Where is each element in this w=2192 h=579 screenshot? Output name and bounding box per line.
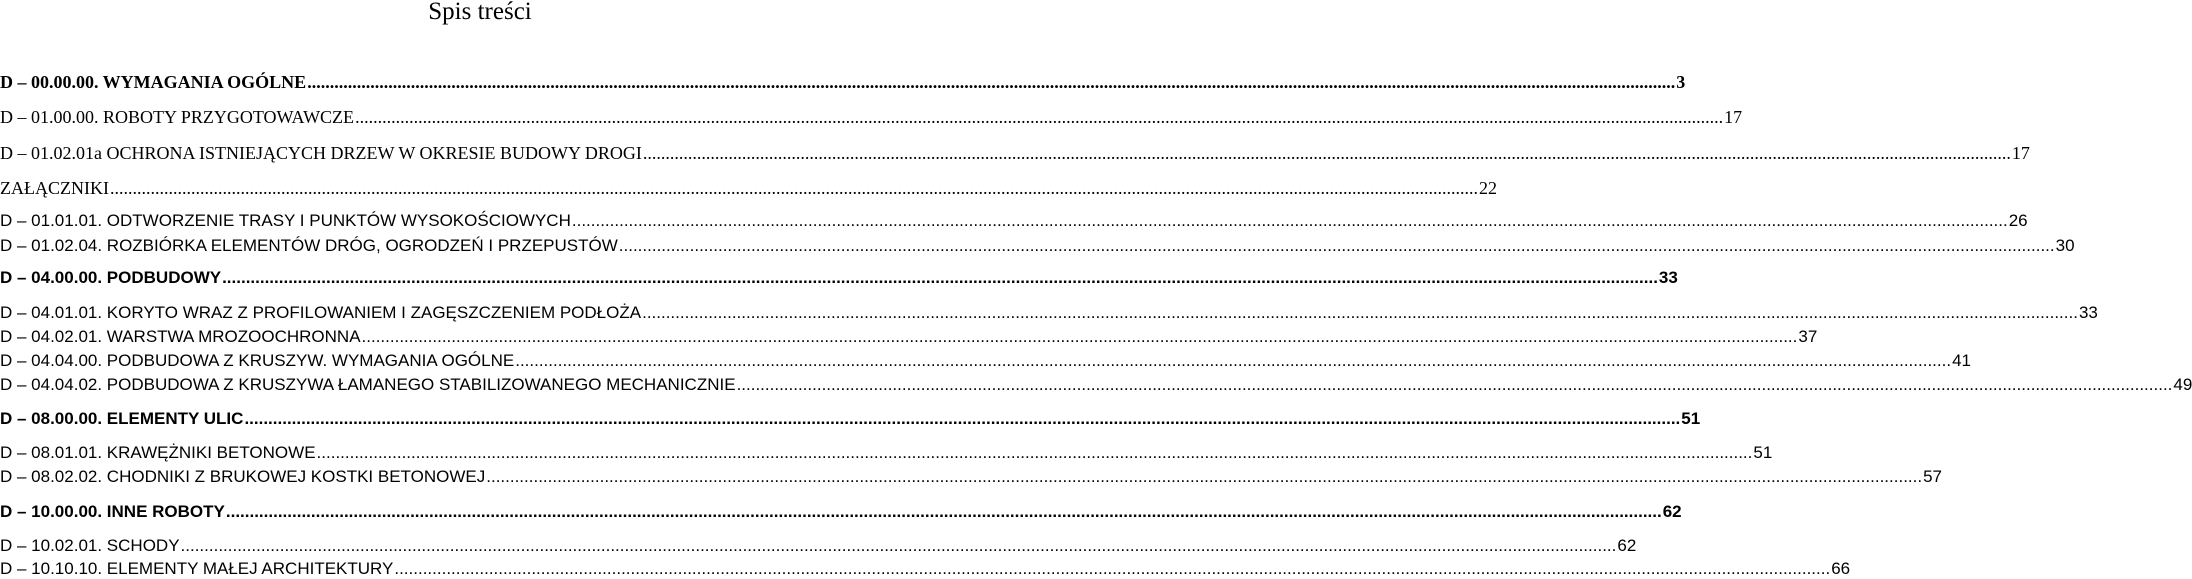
toc-entry-page: 33	[1658, 268, 1678, 287]
dot-leader	[619, 236, 2055, 256]
toc-entry-page: 17	[2011, 143, 2030, 163]
toc-entry-d-00[interactable]	[0, 72, 1686, 94]
toc-entry-title: D – 04.00.00. PODBUDOWY	[0, 268, 222, 287]
toc-entry-page: 57	[1923, 467, 1943, 486]
toc-entry-title: D – 08.00.00. ELEMENTY ULIC	[0, 409, 244, 428]
dot-leader	[307, 72, 1675, 93]
toc-entry-d-01-01-01[interactable]	[0, 211, 2028, 233]
toc-entry-title: D – 04.04.02. PODBUDOWA Z KRUSZYWA ŁAMANEGO STABILIZOWANEGO MECHANICZNIE	[0, 375, 736, 394]
dot-leader	[110, 178, 1478, 199]
dot-leader	[737, 375, 2173, 395]
toc-entry-d-04-04-00[interactable]	[0, 351, 1971, 373]
dot-leader	[181, 536, 1617, 556]
toc-entry-d-01-02-04[interactable]	[0, 236, 2075, 258]
toc-entry-title: D – 04.02.01. WARSTWA MROZOOCHRONNA	[0, 327, 361, 346]
toc-entry-page: 66	[1831, 559, 1851, 578]
dot-leader	[515, 351, 1951, 371]
dot-leader	[222, 268, 1658, 288]
toc-entry-d-04-02-01[interactable]	[0, 327, 1818, 349]
toc-entry-page: 26	[2008, 211, 2028, 230]
toc-entry-page: 37	[1798, 327, 1818, 346]
toc-entry-page: 49	[2173, 375, 2192, 394]
page-title: Spis treści	[428, 0, 532, 25]
toc-entry-page: 51	[1753, 443, 1773, 462]
toc-entry-title: D – 04.04.00. PODBUDOWA Z KRUSZYW. WYMAGANIA OGÓLNE	[0, 351, 515, 370]
toc-entry-d-10[interactable]	[0, 502, 1682, 524]
dot-leader	[642, 303, 2078, 323]
toc-entry-d-04-04-02[interactable]	[0, 375, 2192, 397]
toc-entry-title: D – 08.01.01. KRAWĘŻNIKI BETONOWE	[0, 443, 316, 462]
toc-entry-d-08-02-02[interactable]	[0, 467, 1943, 489]
dot-leader	[394, 559, 1830, 579]
dot-leader	[226, 502, 1662, 522]
toc-entry-d-10-02-01[interactable]	[0, 536, 1637, 558]
toc-entry-d-04[interactable]	[0, 268, 1678, 290]
toc-entry-title: D – 04.01.01. KORYTO WRAZ Z PROFILOWANIEM I ZAGĘSZCZENIEM PODŁOŻA	[0, 303, 642, 322]
toc-entry-title: D – 10.02.01. SCHODY	[0, 536, 180, 555]
dot-leader	[362, 327, 1798, 347]
toc-entry-page: 62	[1662, 502, 1682, 521]
toc-entry-d-08[interactable]	[0, 409, 1701, 431]
toc-entry-title: D – 10.00.00. INNE ROBOTY	[0, 502, 225, 521]
toc-entry-d-01-02-01a[interactable]	[0, 143, 2030, 165]
toc-entry-page: 22	[1478, 178, 1497, 198]
dot-leader	[355, 107, 1723, 128]
toc-entry-page: 41	[1952, 351, 1971, 370]
toc-entry-title: D – 01.02.04. ROZBIÓRKA ELEMENTÓW DRÓG, OGRODZEŃ I PRZEPUSTÓW	[0, 236, 618, 255]
toc-entry-title: D – 01.01.01. ODTWORZENIE TRASY I PUNKTÓW WYSOKOŚCIOWYCH	[0, 211, 571, 230]
toc-entry-title: D – 01.02.01a OCHRONA ISTNIEJĄCYCH DRZEW W OKRESIE BUDOWY DROGI	[0, 143, 642, 163]
toc-entry-page: 17	[1724, 107, 1743, 127]
dot-leader	[486, 467, 1922, 487]
dot-leader	[643, 143, 2011, 164]
toc-entry-page: 51	[1681, 409, 1701, 428]
toc-entry-page: 3	[1676, 72, 1686, 92]
toc-entry-page: 62	[1617, 536, 1637, 555]
dot-leader	[572, 211, 2008, 231]
toc-entry-page: 30	[2055, 236, 2075, 255]
toc-entry-d-01[interactable]	[0, 107, 1743, 129]
toc-entry-title: D – 00.00.00. WYMAGANIA OGÓLNE	[0, 72, 307, 92]
toc-entry-title: D – 08.02.02. CHODNIKI Z BRUKOWEJ KOSTKI BETONOWEJ	[0, 467, 486, 486]
toc-entry-title: D – 01.00.00. ROBOTY PRZYGOTOWAWCZE	[0, 107, 355, 127]
dot-leader	[244, 409, 1680, 429]
toc-entry-d-08-01-01[interactable]	[0, 443, 1773, 465]
toc-entry-zalaczniki[interactable]	[0, 178, 1497, 200]
toc-entry-title: D – 10.10.10. ELEMENTY MAŁEJ ARCHITEKTURY	[0, 559, 394, 578]
toc-entry-title: ZAŁĄCZNIKI	[0, 178, 109, 198]
toc-entry-d-10-10-10[interactable]	[0, 559, 1851, 578]
toc-entry-page: 33	[2078, 303, 2098, 322]
toc-entry-d-04-01-01[interactable]	[0, 303, 2098, 325]
dot-leader	[317, 443, 1753, 463]
